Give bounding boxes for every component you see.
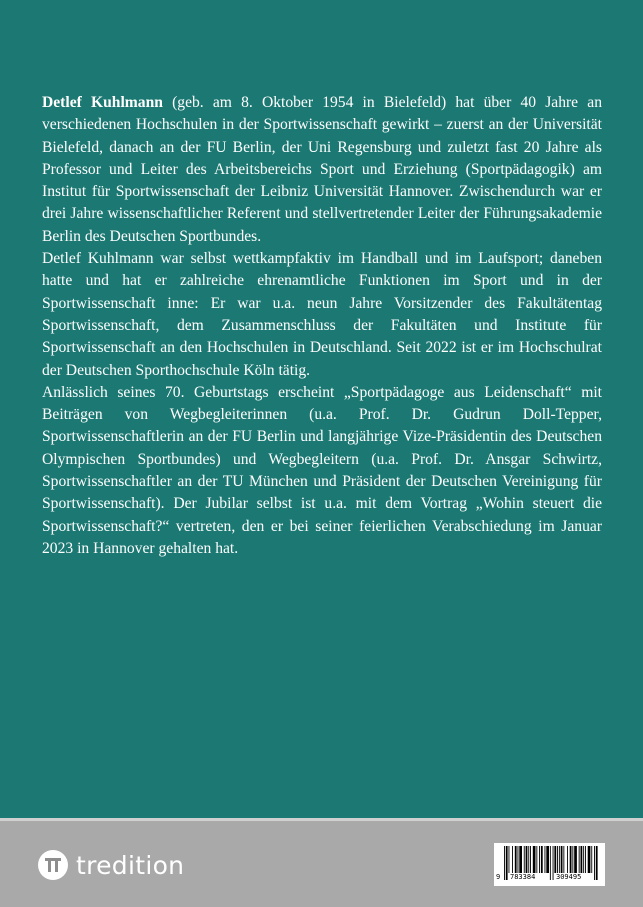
isbn-barcode — [494, 843, 605, 886]
cover-blurb — [42, 92, 602, 560]
blurb-paragraph-1-text: (geb. am 8. Oktober 1954 in Bielefeld) hat über 40 Jahre an verschiedenen Hochschulen in der Sportwissenschaft gewirkt – zuerst an der Universität Bielefeld, danach an der FU Berlin, der Uni Regensburg und zuletzt fast 20 Jahre als Professor und Leiter des Arbeitsbereichs Sport und Erziehung (Sportpädagogik) am Institut für Sportwissenschaft der Leibniz Universität Hannover. Zwischendurch war er drei Jahre wissenschaftlicher Referent und stellvertretender Leiter der Führungsakademie Berlin des Deutschen Sportbundes. — [42, 94, 602, 245]
publisher-name: tredition — [76, 850, 185, 880]
blurb-paragraph-1 — [42, 92, 602, 248]
tredition-logo-icon — [38, 850, 68, 880]
barcode-right-group: 309495 — [556, 873, 582, 881]
blurb-paragraph-2: Detlef Kuhlmann war selbst wettkampfaktiv im Handball und im Laufsport; daneben hatte und hat er zahlreiche ehrenamtliche Funktionen im Sport und in der Sportwissenschaft inne: Er war u.a. neun Jahre Vorsitzender des Fakultätentag Sportwissenschaft, dem Zusammenschluss der Fakultäten und Institute für Sportwissenschaft an den Hochschulen in Deutschland. Seit 2022 ist er im Hochschulrat der Deutschen Sporthochschule Köln tätig. — [42, 250, 602, 379]
barcode-first-digit: 9 — [496, 873, 501, 881]
author-name: Detlef Kuhlmann — [42, 94, 163, 111]
publisher-logo — [38, 848, 184, 882]
barcode-left-group: 783384 — [510, 873, 536, 881]
blurb-paragraph-3: Anlässlich seines 70. Geburtstags erscheint „Sportpädagoge aus Leidenschaft“ mit Beiträgen von Wegbegleiterinnen (u.a. Prof. Dr. Gudrun Doll-Tepper, Sportwissenschaftlerin an der FU Berlin und langjährige Vize-Präsidentin des Deutschen Olympischen Sportbundes) und Wegbegleitern (u.a. Prof. Dr. Ansgar Schwirtz, Sportwissenschaftler an der TU München und Präsident der Deutschen Vereinigung für Sportwissenschaft). Der Jubilar selbst ist u.a. mit dem Vortrag „Wohin steuert die Sportwissenschaft?“ vertreten, den er bei seiner feierlichen Verabschiedung im Januar 2023 in Hannover gehalten hat. — [42, 383, 602, 557]
footer-divider — [0, 818, 643, 821]
